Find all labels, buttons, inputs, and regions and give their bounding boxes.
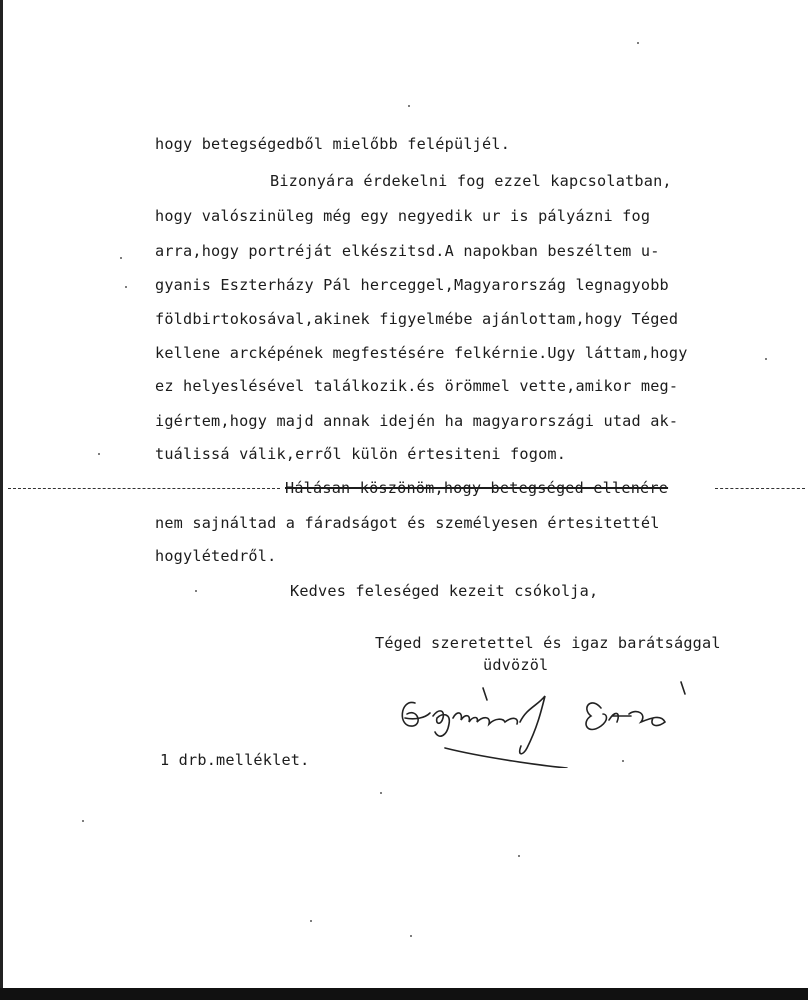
closing-line: üdvözöl	[483, 656, 549, 674]
scan-speck	[120, 257, 122, 259]
letter-line: kellene arcképének megfestésére felkérnie.Ugy láttam,hogy	[155, 344, 688, 362]
letter-line: hogy betegségedből mielőbb felépüljél.	[155, 135, 511, 153]
scan-left-edge	[0, 0, 3, 1000]
letter-line: hogylétedről.	[155, 547, 277, 565]
scan-speck	[637, 42, 639, 44]
scan-speck	[622, 760, 624, 762]
dashed-rule-left	[8, 488, 280, 489]
scan-speck	[310, 920, 312, 922]
scan-bottom-edge	[0, 988, 808, 1000]
letter-line: földbirtokosával,akinek figyelmébe ajánlottam,hogy Téged	[155, 310, 679, 328]
letter-line: hogy valószinüleg még egy negyedik ur is pályázni fog	[155, 207, 651, 225]
letter-line: Bizonyára érdekelni fog ezzel kapcsolatban,	[270, 172, 672, 190]
scan-speck	[98, 453, 100, 455]
letter-line: arra,hogy portréját elkészitsd.A napokban beszéltem u-	[155, 242, 660, 260]
attachment-note: 1 drb.melléklet.	[160, 751, 310, 769]
scan-speck	[410, 935, 412, 937]
scan-speck	[195, 590, 197, 592]
letter-line: gyanis Eszterházy Pál herceggel,Magyarország legnagyobb	[155, 276, 669, 294]
handwritten-signature	[395, 678, 715, 768]
dashed-rule-right	[715, 488, 805, 489]
letter-line: igértem,hogy majd annak idején ha magyarországi utad ak-	[155, 412, 679, 430]
scan-speck	[125, 286, 127, 288]
closing-line: Téged szeretettel és igaz barátsággal	[375, 634, 721, 652]
letter-line: tuálissá válik,erről külön értesiteni fogom.	[155, 445, 567, 463]
letter-line: nem sajnáltad a fáradságot és személyesen értesitettél	[155, 514, 660, 532]
scan-speck	[765, 358, 767, 360]
scan-speck	[518, 855, 520, 857]
struck-through-line: Hálásan köszönöm,hogy betegséged ellenére	[285, 479, 669, 497]
scan-speck	[82, 820, 84, 822]
scan-speck	[380, 792, 382, 794]
letter-line: ez helyeslésével találkozik.és örömmel vette,amikor meg-	[155, 377, 679, 395]
closing-line: Kedves feleséged kezeit csókolja,	[290, 582, 599, 600]
scan-speck	[408, 105, 410, 107]
